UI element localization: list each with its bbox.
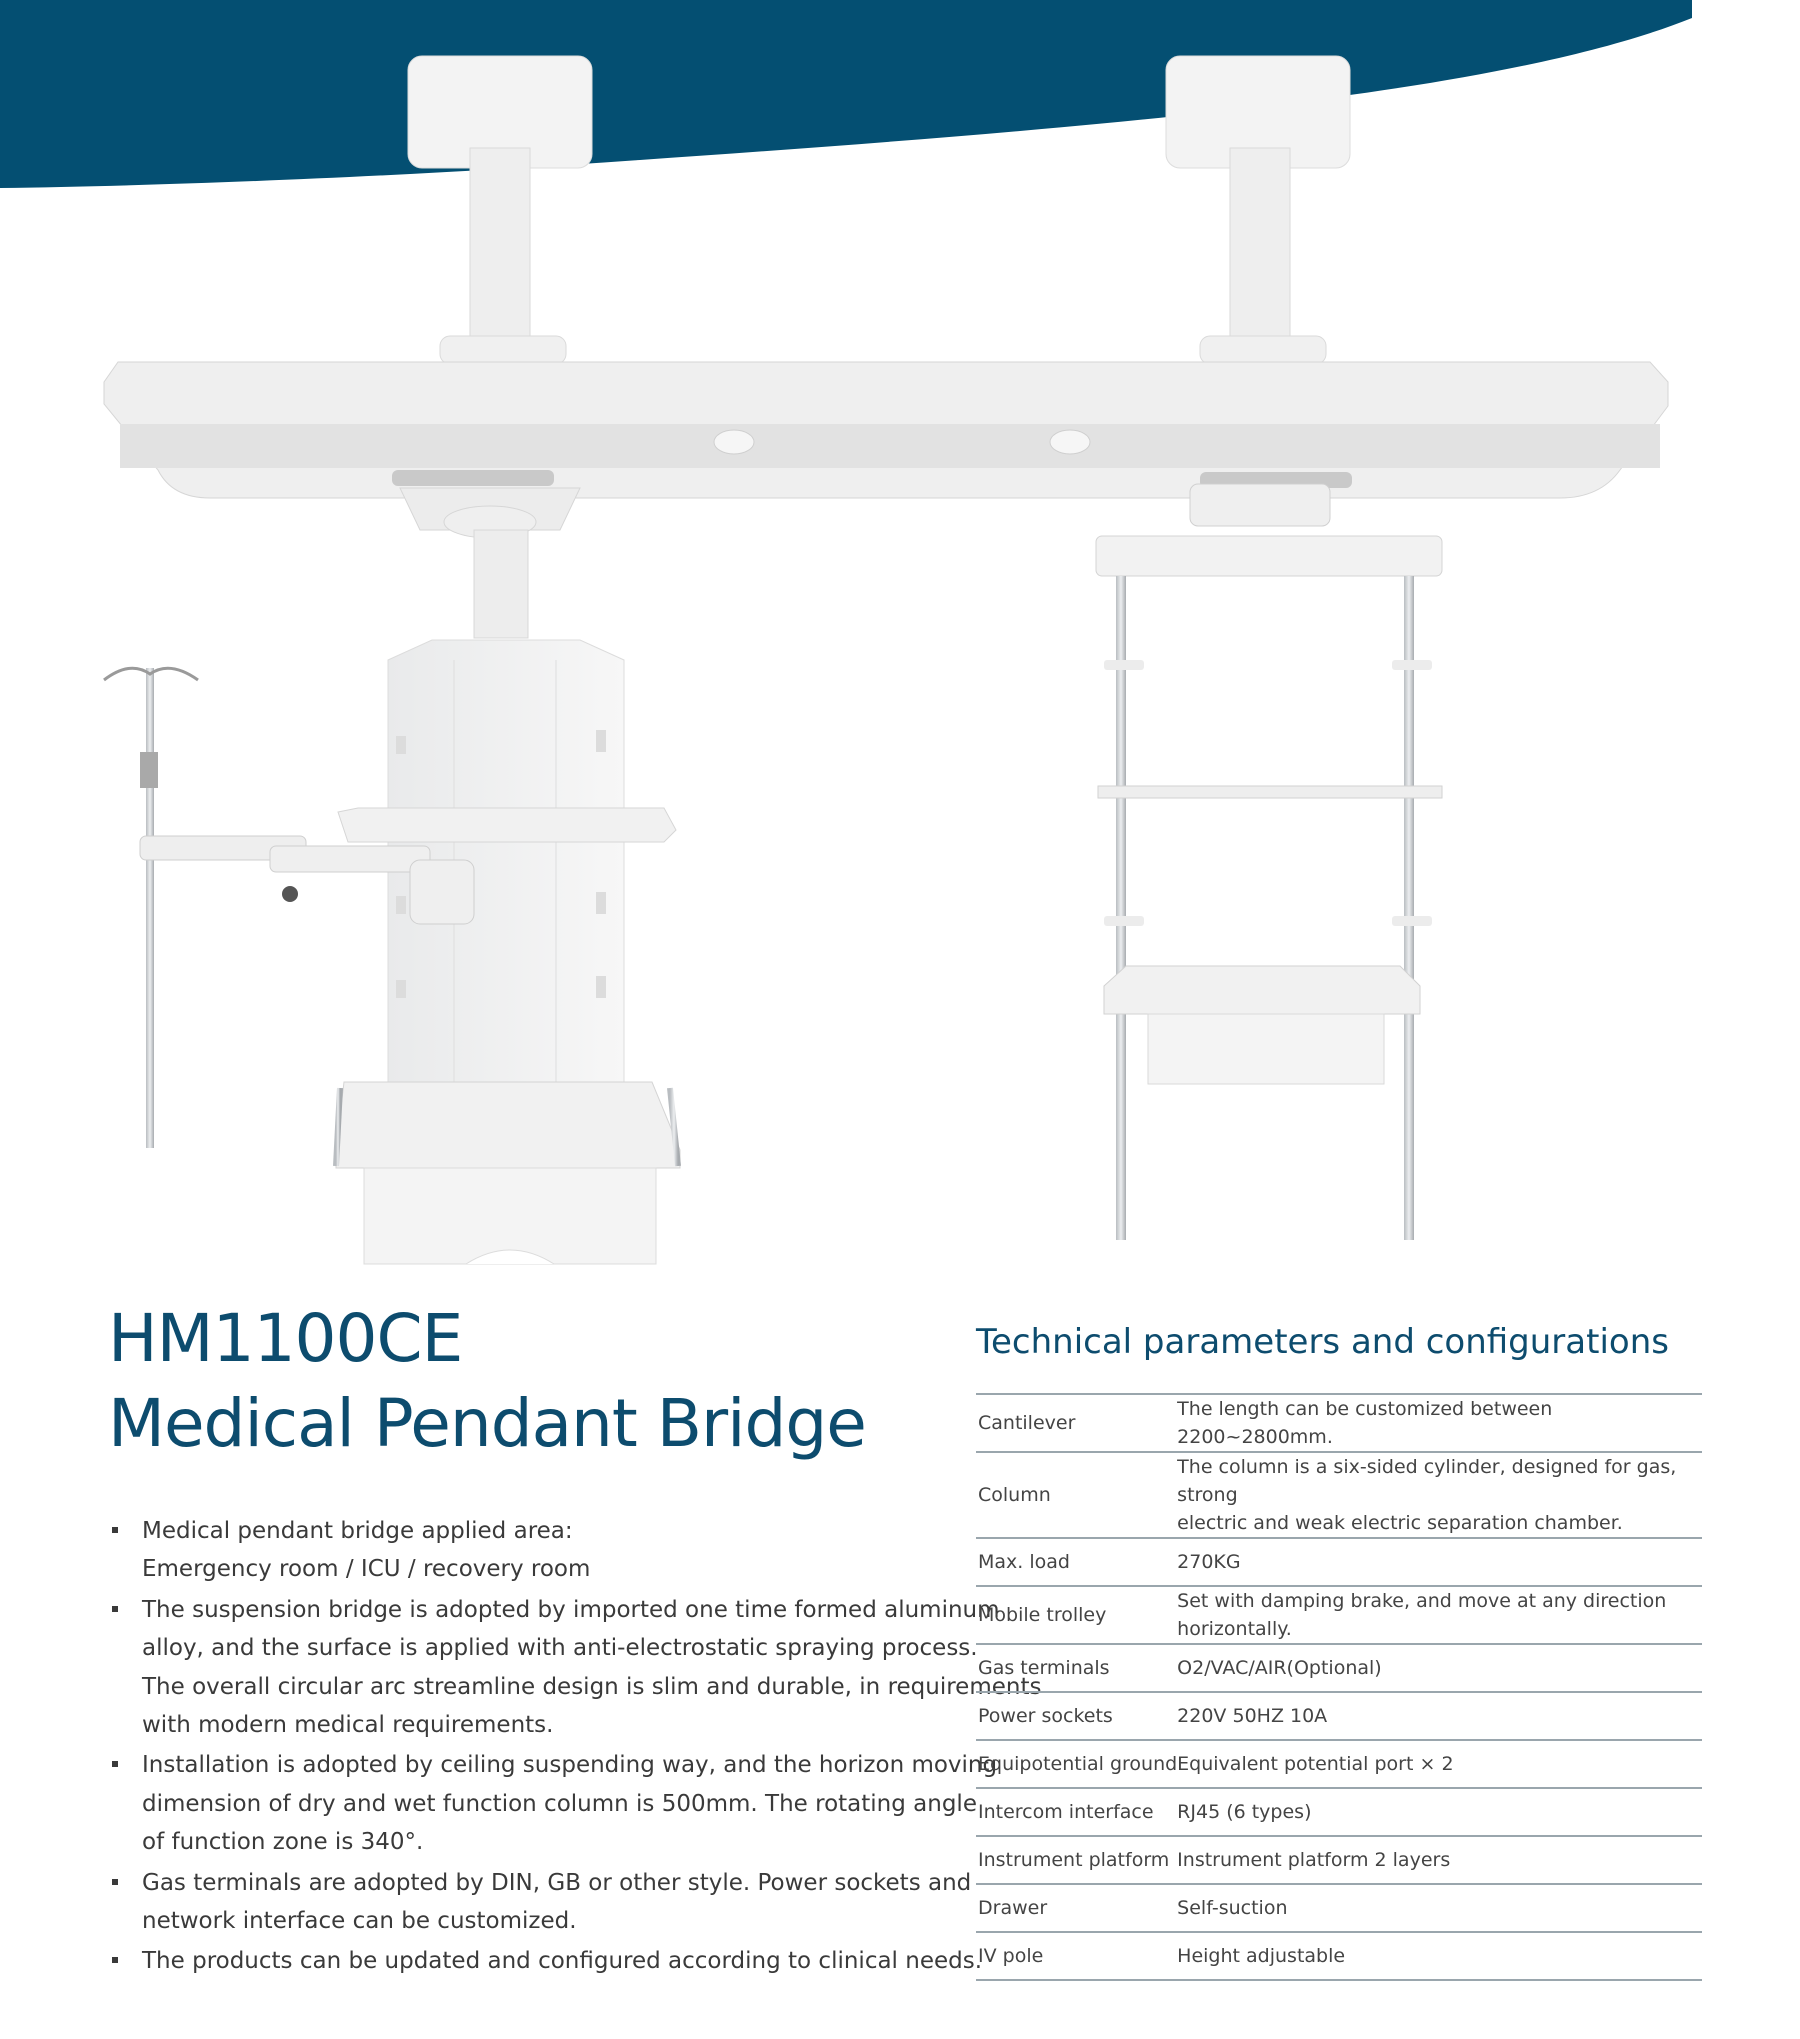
spec-row — [976, 1586, 1702, 1644]
feature-text-line: The overall circular arc streamline design is slim and durable, in requirements — [142, 1673, 1042, 1700]
spec-value-line: 270KG — [1177, 1551, 1241, 1573]
spec-value — [1177, 1836, 1702, 1884]
spec-row — [976, 1538, 1702, 1586]
spec-label: Intercom interface — [976, 1788, 1177, 1836]
spec-value — [1177, 1740, 1702, 1788]
feature-text-line: Installation is adopted by ceiling suspending way, and the horizon moving — [142, 1752, 998, 1779]
spec-row — [976, 1740, 1702, 1788]
spec-row — [976, 1394, 1702, 1452]
spec-value — [1177, 1644, 1702, 1692]
spec-label: Mobile trolley — [976, 1586, 1177, 1644]
spec-label: Equipotential ground — [976, 1740, 1177, 1788]
product-name-title: Medical Pendant Bridge — [108, 1385, 866, 1462]
bridge-beam — [104, 362, 1668, 498]
feature-item — [112, 1746, 998, 1861]
feature-text-line: The products can be updated and configured according to clinical needs. — [142, 1948, 983, 1975]
spec-value — [1177, 1394, 1702, 1452]
model-number-title: HM1100CE — [108, 1300, 463, 1377]
spec-value-line: Self-suction — [1177, 1897, 1288, 1919]
feature-text-line: with modern medical requirements. — [142, 1712, 554, 1739]
spec-value-line: Height adjustable — [1177, 1945, 1346, 1967]
spec-label: Drawer — [976, 1884, 1177, 1932]
spec-label: Instrument platform — [976, 1836, 1177, 1884]
spec-value — [1177, 1586, 1702, 1644]
spec-value-line: The column is a six-sided cylinder, designed for gas, strong — [1177, 1456, 1677, 1506]
feature-text-line: Emergency room / ICU / recovery room — [142, 1556, 591, 1583]
spec-value-line: O2/VAC/AIR(Optional) — [1177, 1657, 1382, 1679]
spec-row — [976, 1788, 1702, 1836]
feature-text-line: Medical pendant bridge applied area: — [142, 1518, 573, 1544]
spec-value — [1177, 1692, 1702, 1740]
spec-value-line: The length can be customized between 2200~2800mm. — [1177, 1398, 1553, 1448]
spec-value — [1177, 1452, 1702, 1538]
spec-table — [976, 1393, 1702, 1981]
feature-item — [112, 1864, 972, 1941]
feature-text-line: dimension of dry and wet function column is 500mm. The rotating angle — [142, 1790, 977, 1817]
spec-value-line: Set with damping brake, and move at any direction horizontally. — [1177, 1590, 1667, 1640]
feature-item — [112, 1591, 1042, 1745]
spec-value-line: 220V 50HZ 10A — [1177, 1705, 1328, 1727]
feature-text-line: alloy, and the surface is applied with anti-electrostatic spraying process. — [142, 1635, 978, 1662]
spec-value — [1177, 1884, 1702, 1932]
feature-item — [112, 1942, 983, 1980]
ceiling-mount-right — [1166, 56, 1350, 364]
feature-text-line: network interface can be customized. — [142, 1908, 577, 1935]
spec-row — [976, 1884, 1702, 1932]
spec-value-line: Instrument platform 2 layers — [1177, 1849, 1451, 1871]
instrument-shelf-frame — [1096, 484, 1442, 1240]
spec-label: Max. load — [976, 1538, 1177, 1586]
specs-title: Technical parameters and configurations — [976, 1322, 1669, 1362]
spec-label: IV pole — [976, 1932, 1177, 1980]
spec-label: Column — [976, 1452, 1177, 1538]
feature-text-line: of function zone is 340°. — [142, 1829, 424, 1856]
spec-value-line: electric and weak electric separation chamber. — [1177, 1512, 1623, 1534]
spec-value-line: RJ45 (6 types) — [1177, 1801, 1312, 1823]
spec-value — [1177, 1788, 1702, 1836]
feature-text-line: Gas terminals are adopted by DIN, GB or other style. Power sockets and — [142, 1869, 972, 1896]
spec-row — [976, 1644, 1702, 1692]
spec-row — [976, 1932, 1702, 1980]
spec-label: Power sockets — [976, 1692, 1177, 1740]
spec-value-line: Equivalent potential port × 2 — [1177, 1753, 1454, 1775]
ceiling-mount-left — [408, 56, 592, 364]
function-column — [336, 488, 680, 1264]
spec-label: Gas terminals — [976, 1644, 1177, 1692]
spec-row — [976, 1836, 1702, 1884]
feature-item — [112, 1512, 932, 1589]
spec-row — [976, 1452, 1702, 1538]
feature-text-line: The suspension bridge is adopted by imported one time formed aluminum — [142, 1596, 1000, 1623]
spec-row — [976, 1692, 1702, 1740]
spec-label: Cantilever — [976, 1394, 1177, 1452]
spec-value — [1177, 1538, 1702, 1586]
spec-value — [1177, 1932, 1702, 1980]
